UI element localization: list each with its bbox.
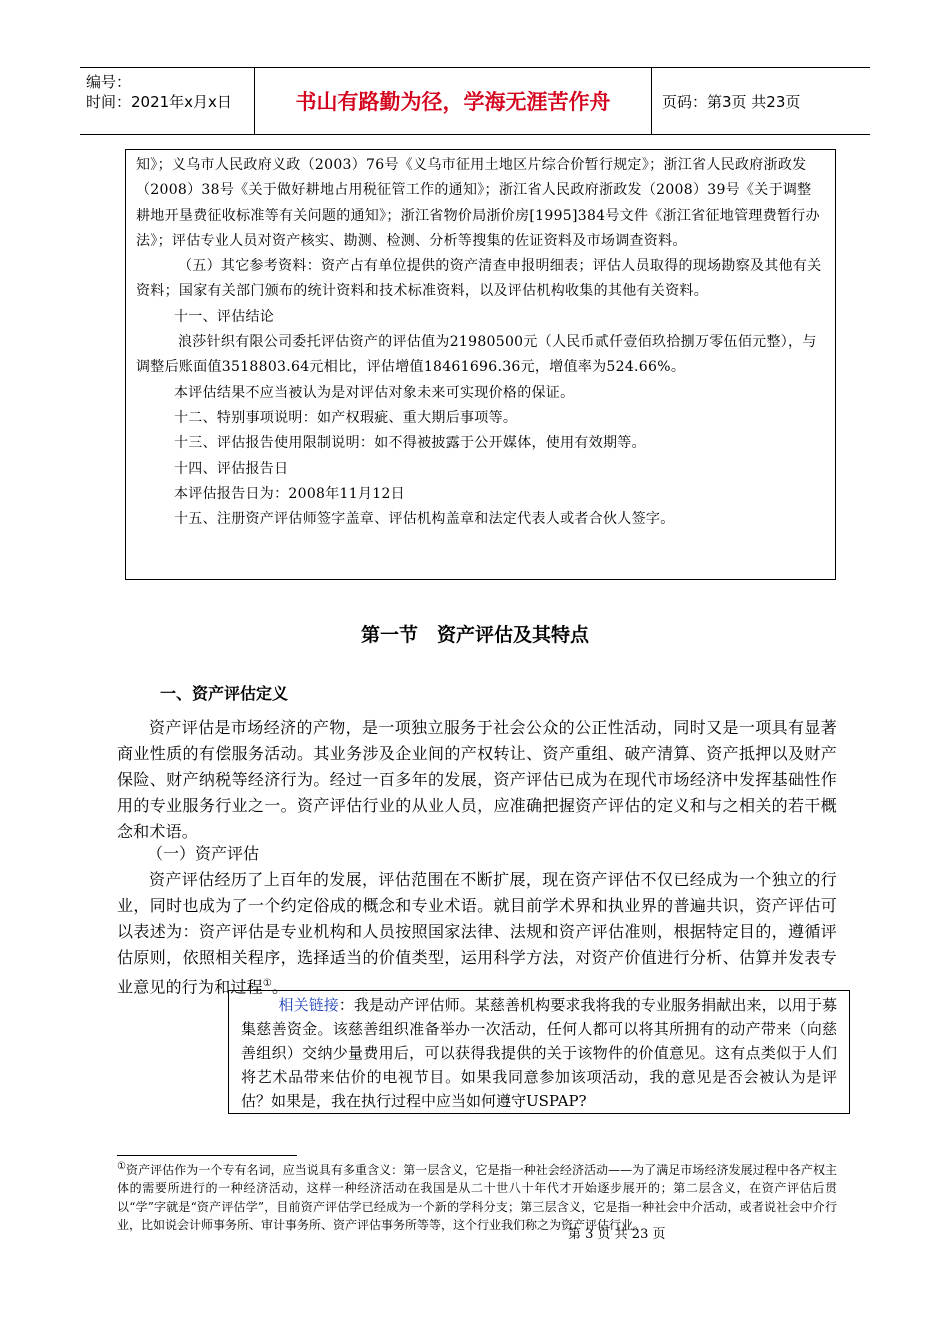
definition-end: 。: [271, 977, 289, 997]
heading-15: 十五、注册资产评估师签字盖章、评估机构盖章和法定代表人或者合伙人签字。: [174, 511, 675, 528]
other-references: （五）其它参考资料：资产占有单位提供的资产清查申报明细表；评估人员取得的现场勘察及其他有关资料；国家有关部门颁布的统计资料和技术标准资料，以及评估机构收集的其他有关资料。: [136, 258, 822, 300]
heading-14: 十四、评估报告日: [174, 460, 289, 477]
conclusion-paragraph: 浪莎针织有限公司委托评估资产的评估值为21980500元（人民币贰仟壹佰玖拾捌万零伍佰元整），与调整后账面值3518803.64元相比，评估增值18461696.36元，增值率为524.66%。: [136, 334, 817, 376]
footnote-ref[interactable]: ①: [262, 978, 272, 989]
subsection-heading: （一）资产评估: [147, 844, 260, 863]
note-paragraph: 本评估结果不应当被认为是对评估对象未来可实现价格的保证。: [174, 384, 575, 401]
header-meta: [80, 68, 255, 134]
definition-paragraph: [117, 867, 837, 1000]
intro-paragraph-block: [117, 715, 837, 845]
footnote-mark: ①: [117, 1161, 127, 1172]
footnote-divider: [117, 1155, 297, 1156]
header-code: 编号：: [86, 73, 132, 91]
related-link-text: ：我是动产评估师。某慈善机构要求我将我的专业服务捐献出来，以用于募集慈善资金。该慈善组织准备举办一次活动，任何人都可以将其所拥有的动产带来（向慈善组织）交纳少量费用后，可以获得我提供的关于该物件的价值意见。这有点类似于人们将艺术品带来估价的电视节目。如果我同意参加该项活动，我的意见是否会被认为是评估？如果是，我在执行过程中应当如何遵守USPAP?: [241, 996, 837, 1110]
page-number-footer: 第 3 页 共 23 页: [568, 1227, 666, 1242]
section-title: 第一节 资产评估及其特点: [360, 624, 589, 646]
basis-paragraph: 知》；义乌市人民政府义政（2003）76号《义乌市征用土地区片综合价暂行规定》；浙江省人民政府浙政发（2008）38号《关于做好耕地占用税征管工作的通知》；浙江省人民政府浙政发（2008）39号《关于调整耕地开垦费征收标准等有关问题的通知》；浙江省物价局浙价房[1995]384号文件《浙江省征地管理费暂行办法》；评估专业人员对资产核实、勘测、检测、分析等搜集的佐证资料及市场调查资料。: [136, 157, 820, 249]
intro-paragraph: 资产评估是市场经济的产物，是一项独立服务于社会公众的公正性活动，同时又是一项具有显著商业性质的有偿服务活动。其业务涉及企业间的产权转让、资产重组、破产清算、资产抵押以及财产保险、财产纳税等经济行为。经过一百多年的发展，资产评估已成为在现代市场经济中发挥基础性作用的专业服务行业之一。资产评估行业的从业人员，应准确把握资产评估的定义和与之相关的若干概念和术语。: [117, 718, 837, 841]
footnote-text: 资产评估作为一个专有名词，应当说具有多重含义：第一层含义，它是指一种社会经济活动——为了满足市场经济发展过程中各产权主体的需要所进行的一种经济活动，这样一种经济活动在我国是从二十世八十年代才开始逐步展开的；第二层含义，在资产评估后贯以“学”字就是“资产评估学”，目前资产评估学已经成为一个新的学科分支；第三层含义，它是指一种社会中介活动，或者说社会中介行业，比如说会计师事务所、审计事务所、资产评估事务所等等，这个行业我们称之为资产评估行业。: [117, 1163, 838, 1232]
definition-text: 资产评估经历了上百年的发展，评估范围在不断扩展，现在资产评估不仅已经成为一个独立的行业，同时也成为了一个约定俗成的概念和专业术语。就目前学术界和执业界的普遍共识，资产评估可以表述为：资产评估是专业机构和人员按照国家法律、法规和资产评估准则，根据特定目的，遵循评估原则，依照相关程序，选择适当的价值类型，运用科学方法，对资产价值进行分析、估算并发表专业意见的行为和过程: [117, 870, 837, 997]
heading-12: 十二、特别事项说明：如产权瑕疵、重大期后事项等。: [174, 409, 518, 426]
header-time: 时间：2021年x月x日: [86, 93, 232, 111]
related-link-label[interactable]: 相关链接: [278, 996, 339, 1014]
report-date: 本评估报告日为：2008年11月12日: [174, 485, 405, 502]
report-excerpt-box: [125, 149, 836, 580]
heading-11: 十一、评估结论: [174, 308, 275, 325]
footnote: [117, 1158, 837, 1234]
heading-13: 十三、评估报告使用限制说明：如不得被披露于公开媒体，使用有效期等。: [174, 435, 646, 452]
page-header: [80, 67, 870, 135]
header-motto: 书山有路勤为径，学海无涯苦作舟: [255, 68, 652, 134]
header-page: 页码：第3页 共23页: [662, 92, 801, 111]
section-subtitle: 一、资产评估定义: [160, 684, 289, 703]
definition-paragraph-block: [117, 867, 837, 1000]
related-link-box: [228, 990, 850, 1114]
